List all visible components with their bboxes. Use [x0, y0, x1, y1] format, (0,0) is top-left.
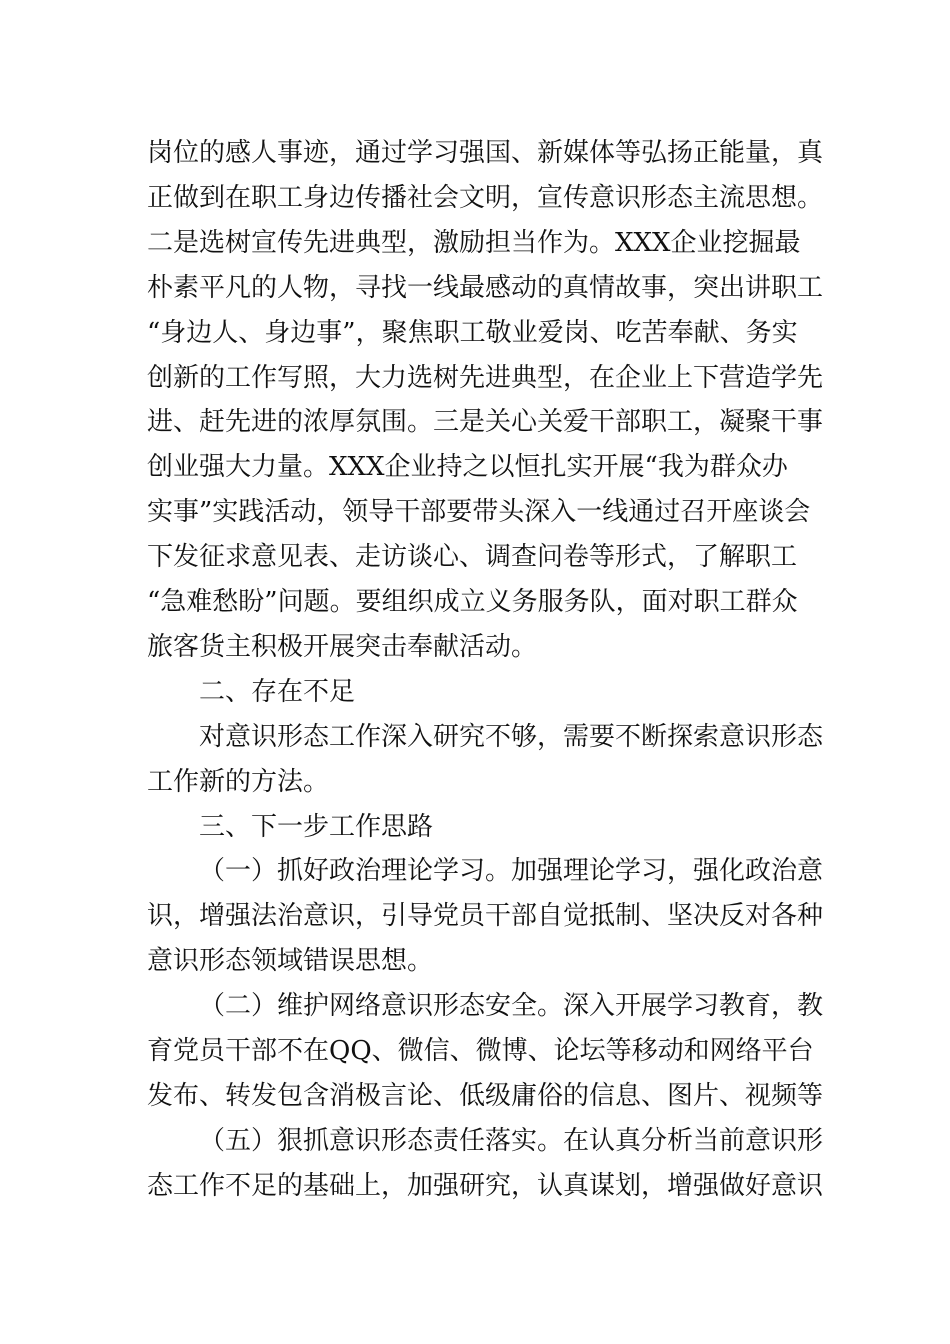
paragraph-line: 创业强大力量。XXX企业持之以恒扎实开展“我为群众办 — [147, 452, 788, 483]
paragraph-line: 朴素平凡的人物，寻找一线最感动的真情故事，突出讲职工 — [147, 272, 824, 303]
paragraph-line: 实事”实践活动，领导干部要带头深入一线通过召开座谈会 — [147, 497, 811, 528]
paragraph-line: 发布、转发包含消极言论、低级庸俗的信息、图片、视频等 — [147, 1080, 824, 1111]
paragraph-line: 创新的工作写照，大力选树先进典型，在企业上下营造学先 — [147, 362, 824, 393]
paragraph-line: 态工作不足的基础上，加强研究，认真谋划，增强做好意识 — [147, 1170, 824, 1201]
paragraph-line: “身边人、身边事”，聚焦职工敬业爱岗、吃苦奉献、务实 — [147, 317, 798, 348]
paragraph-line: 识，增强法治意识，引导党员干部自觉抵制、坚决反对各种 — [147, 901, 824, 932]
paragraph-line: 育党员干部不在QQ、微信、微博、论坛等移动和网络平台 — [147, 1036, 814, 1066]
paragraph-line: 进、赶先进的浓厚氛围。三是关心关爱干部职工，凝聚干事 — [147, 407, 824, 438]
paragraph-line: 岗位的感人事迹，通过学习强国、新媒体等弘扬正能量，真 — [147, 138, 824, 168]
section-heading: 二、存在不足 — [199, 676, 356, 707]
paragraph-line: （五）狠抓意识形态责任落实。在认真分析当前意识形 — [199, 1125, 824, 1156]
section-heading: 三、下一步工作思路 — [199, 811, 434, 842]
paragraph-line: 二是选树宣传先进典型，激励担当作为。XXX企业挖掘最 — [147, 227, 801, 258]
paragraph-line: 工作新的方法。 — [147, 766, 330, 797]
paragraph-line: 对意识形态工作深入研究不够，需要不断探索意识形态 — [199, 721, 824, 752]
paragraph-line: 下发征求意见表、走访谈心、调查问卷等形式，了解职工 — [147, 542, 798, 573]
paragraph-line: 正做到在职工身边传播社会文明，宣传意识形态主流思想。 — [147, 182, 824, 213]
paragraph-line: 旅客货主积极开展突击奉献活动。 — [147, 631, 538, 662]
paragraph-line: “急难愁盼”问题。要组织成立义务服务队，面对职工群众 — [147, 587, 798, 617]
paragraph-line: 意识形态领域错误思想。 — [147, 946, 434, 977]
paragraph-line: （二）维护网络意识形态安全。深入开展学习教育，教 — [199, 991, 824, 1022]
paragraph-line: （一）抓好政治理论学习。加强理论学习，强化政治意 — [199, 856, 824, 887]
